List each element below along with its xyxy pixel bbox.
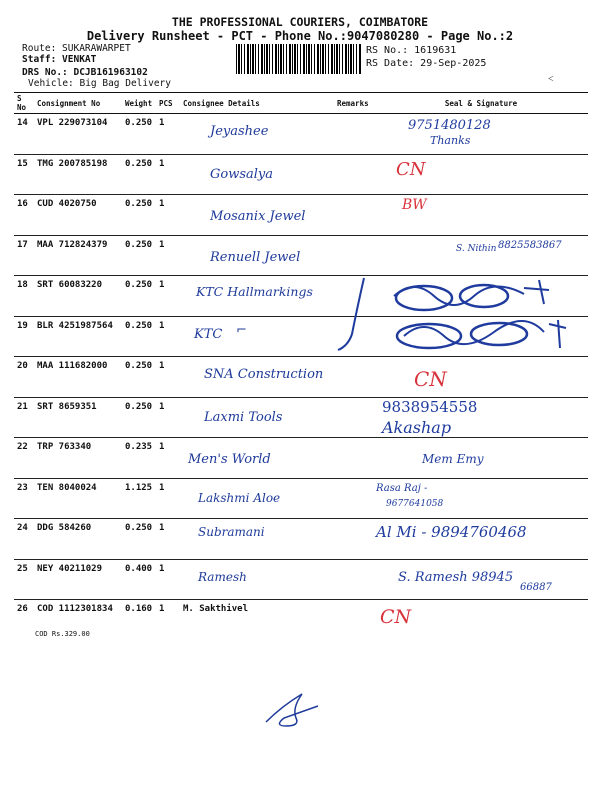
row-sno: 19 [14, 316, 34, 357]
row-consignee [180, 114, 334, 155]
handwritten-consignee: Men's World [188, 452, 271, 467]
row-remarks [334, 397, 374, 438]
row-sno: 20 [14, 357, 34, 398]
signature-text: 9751480128 [408, 118, 491, 133]
document-subtitle: Delivery Runsheet - PCT - Phone No.:9047080280 - Page No.:2 [86, 29, 514, 43]
row-weight: 0.160 [125, 604, 153, 614]
row-consignment: SRT 60083220 [34, 276, 122, 317]
col-pcs: PCS [156, 93, 180, 114]
handwritten-consignee: Ramesh [198, 569, 247, 584]
row-sno: 25 [14, 559, 34, 600]
row-consignment: CUD 4020750 [34, 195, 122, 236]
row-weight: 1.125 [122, 478, 156, 519]
row-consignee [180, 195, 334, 236]
row-signature [374, 316, 588, 357]
row-remarks [334, 519, 374, 560]
tick-mark-icon: ⌐ [236, 322, 247, 338]
route-label: Route: SUKARAWARPET [22, 43, 131, 54]
staff-label: Staff: VENKAT [22, 54, 97, 65]
row-consignment: NEY 40211029 [34, 559, 122, 600]
row-consignee [180, 397, 334, 438]
handwritten-consignee: SNA Construction [204, 367, 324, 382]
row-signature [374, 559, 588, 600]
col-consignment: Consignment No [34, 93, 122, 114]
row-weight: 0.400 [122, 559, 156, 600]
row-weight: 0.250 [122, 519, 156, 560]
row-consignment: TEN 8040024 [34, 478, 122, 519]
table-row [14, 519, 588, 560]
table-row [14, 276, 588, 317]
row-remarks [334, 438, 374, 479]
row-weight: 0.250 [122, 397, 156, 438]
table-row [14, 357, 588, 398]
table-row [14, 397, 588, 438]
row-consignee [180, 235, 334, 276]
row-consignee [180, 478, 334, 519]
signature-text: Al Mi - 9894760468 [376, 523, 527, 541]
handwritten-consignee: Subramani [198, 525, 265, 539]
row-signature [374, 478, 588, 519]
pen-mark: ˂ [548, 74, 554, 85]
row-signature [374, 600, 588, 645]
row-consignee [180, 276, 334, 317]
row-weight: 0.250 [122, 276, 156, 317]
signature-text: Mem Emy [422, 452, 484, 466]
row-consignment: TRP 763340 [34, 438, 122, 479]
row-consignee [180, 154, 334, 195]
row-consignment: COD 1112301834 [37, 604, 113, 614]
row-weight: 0.250 [122, 114, 156, 155]
row-consignment: MAA 111682000 [34, 357, 122, 398]
row-sno: 26 [17, 604, 28, 614]
col-weight: Weight [122, 93, 156, 114]
row-sno: 18 [14, 276, 34, 317]
table-header [14, 93, 588, 114]
row-sno: 24 [14, 519, 34, 560]
rs-number: RS No.: 1619631 [366, 45, 457, 56]
row-signature [374, 114, 588, 155]
row-consignment: SRT 8659351 [34, 397, 122, 438]
row-signature [374, 397, 588, 438]
row-sno: 17 [14, 235, 34, 276]
row-sno: 14 [14, 114, 34, 155]
table-row [14, 478, 588, 519]
signature-text: 66887 [520, 581, 552, 593]
handwritten-consignee: KTC Hallmarkings [196, 284, 313, 299]
row-weight: 0.235 [122, 438, 156, 479]
table-row [14, 154, 588, 195]
table-row [14, 195, 588, 236]
handwritten-scribble-icon [262, 688, 322, 730]
row-pcs: 1 [156, 478, 180, 519]
table-row [14, 235, 588, 276]
rs-date: RS Date: 29-Sep-2025 [366, 58, 487, 69]
row-sno: 15 [14, 154, 34, 195]
signature-text: CN [380, 606, 412, 628]
row-pcs: 1 [156, 276, 180, 317]
signature-text: Akashap [382, 417, 452, 437]
signature-text: 9677641058 [386, 498, 444, 509]
handwritten-consignee: Mosanix Jewel [210, 209, 306, 224]
row-signature [374, 235, 588, 276]
handwritten-consignee: Renuell Jewel [210, 249, 301, 265]
row-remarks [334, 316, 374, 357]
runsheet-table [14, 92, 588, 644]
handwritten-consignee: KTC [194, 326, 223, 342]
row-pcs: 1 [156, 559, 180, 600]
row-consignment: BLR 4251987564 [34, 316, 122, 357]
row-pcs: 1 [156, 154, 180, 195]
drs-number: DRS No.: DCJB161963102 [22, 67, 148, 78]
signature-text: S. Nithin [456, 243, 497, 254]
row-sno: 21 [14, 397, 34, 438]
signature-text: S. Ramesh 98945 [398, 569, 514, 585]
row-remarks [334, 154, 374, 195]
signature-text: 8825583867 [498, 239, 562, 251]
row-consignee [180, 559, 334, 600]
table-row [14, 114, 588, 155]
row-consignee [180, 316, 334, 357]
row-signature [374, 154, 588, 195]
col-signature: Seal & Signature [374, 93, 588, 114]
row-remarks [334, 478, 374, 519]
barcode [236, 44, 362, 74]
row-weight: 0.250 [122, 195, 156, 236]
table-row [14, 559, 588, 600]
row-consignee: M. Sakthivel [183, 604, 249, 614]
signature-text: 9838954558 [382, 397, 478, 416]
table-row [14, 600, 588, 645]
row-weight: 0.250 [122, 235, 156, 276]
signature-text: Rasa Raj - [376, 482, 428, 494]
row-signature [374, 519, 588, 560]
signature-text: BW [402, 197, 427, 213]
row-pcs: 1 [156, 316, 180, 357]
handwritten-consignee: Laxmi Tools [204, 409, 283, 425]
row-remarks [334, 600, 374, 645]
row-pcs: 1 [156, 235, 180, 276]
row-pcs: 1 [156, 397, 180, 438]
vehicle-label: Vehicle: Big Bag Delivery [28, 78, 171, 89]
row-pcs: 1 [156, 438, 180, 479]
col-sno: S No [14, 93, 34, 114]
row-consignment: DDG 584260 [34, 519, 122, 560]
cod-amount: COD Rs.329.00 [35, 630, 90, 638]
row-signature [374, 276, 588, 317]
handwritten-consignee: Lakshmi Aloe [198, 490, 281, 505]
row-remarks [334, 195, 374, 236]
row-consignment: MAA 712824379 [34, 235, 122, 276]
handwritten-consignee: Jeyashee [210, 124, 269, 139]
table-row [14, 316, 588, 357]
col-consignee: Consignee Details [180, 93, 334, 114]
row-consignee [180, 357, 334, 398]
row-sno: 16 [14, 195, 34, 236]
row-pcs: 1 [156, 195, 180, 236]
row-weight: 0.250 [122, 357, 156, 398]
row-pcs: 1 [156, 114, 180, 155]
row-consignee [180, 519, 334, 560]
row-signature [374, 438, 588, 479]
row-consignment: VPL 229073104 [34, 114, 122, 155]
document-title: THE PROFESSIONAL COURIERS, COIMBATORE [171, 15, 429, 29]
signature-text: CN [396, 158, 426, 180]
signature-text: Thanks [430, 134, 471, 147]
row-remarks [334, 235, 374, 276]
row-weight: 0.250 [122, 154, 156, 195]
row-weight: 0.250 [122, 316, 156, 357]
row-pcs: 1 [159, 604, 165, 614]
handwritten-consignee: Gowsalya [210, 166, 274, 182]
col-remarks: Remarks [334, 93, 374, 114]
signature-text: CN [414, 367, 447, 391]
row-sno: 22 [14, 438, 34, 479]
row-consignee [180, 438, 334, 479]
row-pcs: 1 [156, 519, 180, 560]
row-pcs: 1 [156, 357, 180, 398]
row-sno: 23 [14, 478, 34, 519]
row-signature [374, 357, 588, 398]
row-signature [374, 195, 588, 236]
table-row [14, 438, 588, 479]
row-remarks [334, 559, 374, 600]
row-remarks [334, 114, 374, 155]
row-remarks [334, 357, 374, 398]
row-consignment: TMG 200785198 [34, 154, 122, 195]
